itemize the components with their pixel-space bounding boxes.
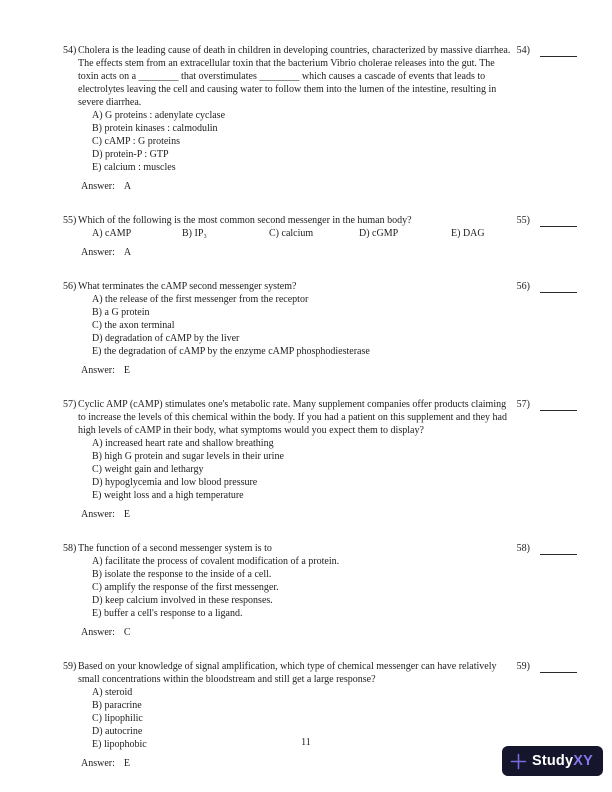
brand-name-accent: XY — [573, 753, 593, 769]
option: D) cGMP — [359, 228, 399, 239]
option: C) calcium — [269, 228, 314, 239]
question-number: 54) — [63, 45, 77, 56]
answer-label: Answer: — [81, 247, 115, 258]
studyxy-logo — [502, 746, 603, 776]
question — [63, 398, 577, 521]
question-number: 55) — [63, 215, 77, 226]
answer-line — [81, 508, 512, 521]
option: E) buffer a cell's response to a ligand. — [92, 608, 243, 619]
option: B) a G protein — [92, 307, 150, 318]
answer-line — [81, 246, 512, 259]
answer-line — [81, 757, 512, 770]
margin-answer-area — [517, 398, 577, 411]
question-body — [78, 280, 512, 377]
question-body — [78, 398, 512, 521]
answer-value: C — [123, 627, 131, 638]
question — [63, 280, 577, 377]
answer-line — [81, 180, 512, 193]
question — [63, 542, 577, 639]
margin-answer-area — [517, 44, 577, 57]
option: E) the degradation of cAMP by the enzyme cAMP phosphodiesterase — [92, 346, 370, 357]
question-list — [63, 44, 577, 791]
option: B) isolate the response to the inside of a cell. — [92, 569, 272, 580]
margin-question-number: 56) — [516, 281, 530, 292]
answer-value: A — [123, 247, 132, 258]
question — [63, 660, 577, 770]
answer-value: E — [123, 758, 130, 769]
option-list — [92, 293, 512, 358]
answer-line — [81, 626, 512, 639]
answer-label: Answer: — [81, 365, 115, 376]
option: A) the release of the first messenger from the receptor — [92, 294, 309, 305]
answer-blank-line — [540, 672, 577, 673]
option: B) high G protein and sugar levels in their urine — [92, 451, 284, 462]
option-list — [92, 227, 512, 240]
brand-name-primary: Study — [531, 753, 574, 769]
option-list — [92, 437, 512, 502]
answer-label: Answer: — [81, 181, 115, 192]
margin-question-number: 54) — [516, 45, 530, 56]
option-list — [92, 555, 512, 620]
question-number: 57) — [63, 399, 77, 410]
option: C) amplify the response of the first messenger. — [92, 582, 279, 593]
question-stem: Cyclic AMP (cAMP) stimulates one's metabolic rate. Many supplement companies offer products claiming to increase the levels of this chemical within the body. If you had a patient on this supplement and they had high levels of cAMP in their body, what symptoms would you expect them to display? — [78, 399, 507, 436]
option: D) degradation of cAMP by the liver — [92, 333, 240, 344]
option: A) G proteins : adenylate cyclase — [92, 110, 226, 121]
option: A) facilitate the process of covalent modification of a protein. — [92, 556, 340, 567]
answer-blank-line — [540, 56, 577, 57]
question-body — [78, 542, 512, 639]
option: D) hypoglycemia and low blood pressure — [92, 477, 258, 488]
margin-answer-area — [517, 542, 577, 555]
question-stem: Based on your knowledge of signal amplification, which type of chemical messenger can have relatively small concentrations within the bloodstream and still get a large response? — [78, 661, 497, 685]
answer-value: E — [123, 509, 130, 520]
question-body — [78, 660, 512, 770]
answer-label: Answer: — [81, 758, 115, 769]
margin-answer-area — [517, 280, 577, 293]
question — [63, 44, 577, 193]
answer-label: Answer: — [81, 509, 115, 520]
margin-question-number: 59) — [516, 661, 530, 672]
margin-question-number: 55) — [516, 215, 530, 226]
answer-blank-line — [540, 292, 577, 293]
option: E) lipophobic — [92, 739, 147, 750]
answer-line — [81, 364, 512, 377]
answer-blank-line — [540, 226, 577, 227]
question-body — [78, 214, 512, 259]
option: C) weight gain and lethargy — [92, 464, 204, 475]
margin-answer-area — [517, 660, 577, 673]
option: B) paracrine — [92, 700, 142, 711]
question-stem: Which of the following is the most common second messenger in the human body? — [78, 215, 412, 226]
plus-icon — [510, 753, 527, 770]
question-number: 56) — [63, 281, 77, 292]
option: C) lipophilic — [92, 713, 143, 724]
answer-value: E — [123, 365, 130, 376]
option: D) autocrine — [92, 726, 143, 737]
page-number: 11 — [301, 737, 311, 748]
question-body — [78, 44, 512, 193]
option: D) protein-P : GTP — [92, 149, 169, 160]
question-stem: Cholera is the leading cause of death in children in developing countries, characterized by massive diarrhea. The effects stem from an extracellular toxin that the bacterium Vibrio cholerae releases into the gut. The toxin acts on a ________ that overstimulates ________ which causes a cascade of events that leads to electrolytes leaving the cell and causing water to follow them into the lumen of the intestine, resulting in severe diarrhea. — [78, 45, 511, 108]
margin-question-number: 57) — [516, 399, 530, 410]
option: E) DAG — [451, 228, 485, 239]
option: A) cAMP — [92, 228, 132, 239]
answer-blank-line — [540, 410, 577, 411]
question-number: 59) — [63, 661, 77, 672]
margin-question-number: 58) — [516, 543, 530, 554]
option: E) calcium : muscles — [92, 162, 176, 173]
answer-value: A — [123, 181, 132, 192]
option: C) cAMP : G proteins — [92, 136, 180, 147]
option: D) keep calcium involved in these responses. — [92, 595, 273, 606]
question-number: 58) — [63, 543, 77, 554]
question — [63, 214, 577, 259]
option: B) protein kinases : calmodulin — [92, 123, 218, 134]
margin-answer-area — [517, 214, 577, 227]
answer-label: Answer: — [81, 627, 115, 638]
option-list — [92, 109, 512, 174]
option: B) IP₃ — [182, 228, 207, 239]
option: A) increased heart rate and shallow breathing — [92, 438, 274, 449]
question-stem: The function of a second messenger system is to — [78, 543, 272, 554]
brand-name — [532, 753, 593, 769]
answer-blank-line — [540, 554, 577, 555]
question-stem: What terminates the cAMP second messenger system? — [78, 281, 297, 292]
option: C) the axon terminal — [92, 320, 175, 331]
option: E) weight loss and a high temperature — [92, 490, 244, 501]
option: A) steroid — [92, 687, 133, 698]
